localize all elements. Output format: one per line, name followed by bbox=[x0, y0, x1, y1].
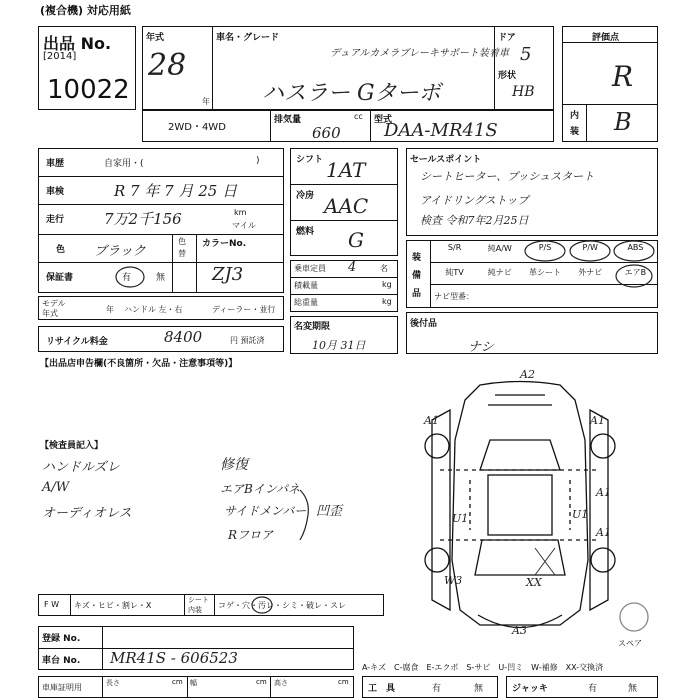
rating-value: R bbox=[612, 60, 634, 93]
drive-label: 2WD・4WD bbox=[168, 122, 226, 133]
mileage-value: 7万2千156 bbox=[104, 210, 182, 228]
color-no-label: カラーNo. bbox=[202, 239, 247, 249]
inspection-label: 車検 bbox=[46, 187, 65, 197]
inspector-title: 【検査員記入】 bbox=[40, 441, 104, 451]
displacement-label: 排気量 bbox=[274, 115, 302, 125]
sales-points-line3: 検査 令和7年2月25日 bbox=[420, 214, 529, 227]
doors-label: ドア bbox=[498, 33, 516, 43]
interior-label-1: 内 bbox=[570, 111, 580, 121]
passengers-label: 乗車定員 bbox=[294, 264, 326, 273]
fuel-label: 燃料 bbox=[296, 227, 315, 237]
equipment-item[interactable]: 純A/W bbox=[487, 244, 512, 253]
tools-yes[interactable]: 有 bbox=[432, 684, 442, 694]
rating-label: 評価点 bbox=[592, 33, 620, 43]
cert-unit-1: cm bbox=[172, 678, 183, 686]
jack-no[interactable]: 無 bbox=[628, 684, 638, 694]
form-title: (複合機) 対応用紙 bbox=[40, 4, 131, 17]
seat-label-1: シート bbox=[188, 596, 209, 604]
equipment-item[interactable]: 外ナビ bbox=[578, 268, 603, 277]
after-items-label: 後付品 bbox=[410, 319, 438, 329]
doors-value: 5 bbox=[520, 44, 532, 65]
grade-note: デュアルカメラブレーキサポート装着車 bbox=[330, 48, 509, 59]
color-label: 色 bbox=[56, 245, 66, 255]
interior-label-2: 装 bbox=[570, 127, 580, 137]
cert-label: 車庫証明用 bbox=[42, 683, 82, 692]
warranty-no[interactable]: 無 bbox=[156, 273, 166, 283]
gross-label: 総重量 bbox=[294, 298, 318, 307]
recycle-unit: 円 預託済 bbox=[230, 336, 265, 345]
chassis-value: MR41S - 606523 bbox=[110, 649, 238, 667]
color-value: ブラック bbox=[94, 244, 146, 259]
equipment-item[interactable]: P/W bbox=[582, 243, 598, 252]
dealer-notes-title: 【出品店申告欄(不良箇所・欠品・注意事項等)】 bbox=[40, 359, 238, 369]
cert-width: 幅 bbox=[190, 679, 197, 687]
history-value: 自家用・( bbox=[104, 159, 144, 169]
spare-label: スペア bbox=[618, 639, 642, 648]
cert-unit-3: cm bbox=[338, 678, 349, 686]
swap-label-2: 替 bbox=[178, 249, 186, 258]
lot-number: 10022 bbox=[47, 75, 130, 105]
history-label: 車歴 bbox=[46, 159, 65, 169]
damage-a2: A2 bbox=[520, 368, 535, 381]
inspector-right1: 修復 bbox=[220, 457, 248, 473]
mileage-label: 走行 bbox=[46, 215, 65, 225]
equipment-label-2: 備 bbox=[412, 271, 422, 281]
color-no-value: ZJ3 bbox=[212, 264, 244, 285]
shape-label: 形状 bbox=[498, 71, 517, 81]
dealer-option[interactable]: ディーラー・並行 bbox=[212, 305, 276, 314]
shift-label: シフト bbox=[296, 155, 324, 165]
damage-a1-front-left: A1 bbox=[424, 414, 439, 427]
year-label: 年式 bbox=[146, 33, 165, 43]
inspector-right2: エアBインパネ bbox=[220, 482, 300, 496]
inspector-right3b: 凹歪 bbox=[316, 504, 343, 519]
warranty-label: 保証書 bbox=[46, 273, 74, 283]
equipment-item[interactable]: エアB bbox=[624, 268, 647, 277]
passengers-unit: 名 bbox=[380, 264, 388, 273]
model-year-label-1: モデル bbox=[42, 299, 66, 308]
inspector-left1: ハンドルズレ bbox=[42, 460, 120, 475]
sales-points-label: セールスポイント bbox=[410, 155, 482, 165]
inspector-right3: サイドメンバー bbox=[224, 504, 307, 518]
interior-value: B bbox=[614, 108, 632, 136]
passengers-value: 4 bbox=[348, 260, 357, 275]
model-label: 型式 bbox=[374, 115, 393, 125]
equipment-item[interactable]: P/S bbox=[538, 243, 552, 252]
fw-items: キズ・ヒビ・割レ・X bbox=[74, 601, 152, 610]
mileage-mile: マイル bbox=[232, 221, 256, 230]
equipment-item[interactable]: S/R bbox=[447, 243, 462, 252]
chassis-label: 車台 No. bbox=[42, 656, 81, 666]
mileage-km: km bbox=[234, 208, 247, 217]
navi-model-label: ナビ型番： bbox=[434, 292, 474, 301]
reg-no-label: 登録 No. bbox=[42, 634, 81, 644]
damage-u1-right: U1 bbox=[572, 508, 589, 521]
equipment-label-3: 品 bbox=[412, 289, 422, 299]
inspector-right4: Rフロア bbox=[228, 528, 274, 542]
recycle-label: リサイクル料金 bbox=[46, 337, 108, 347]
inspector-left3: オーディオレス bbox=[42, 506, 132, 521]
after-items-value: ナシ bbox=[468, 340, 494, 355]
seat-items: コゲ・穴・汚レ・シミ・破レ・スレ bbox=[218, 601, 346, 610]
model-year-label-2: 年式 bbox=[42, 309, 58, 318]
recycle-value: 8400 bbox=[164, 328, 203, 346]
damage-w3: W3 bbox=[444, 574, 463, 587]
load-unit: kg bbox=[382, 280, 392, 289]
lot-label: 出品 No. bbox=[43, 34, 112, 53]
history-close: ) bbox=[256, 156, 260, 166]
handle-option[interactable]: ハンドル 左・右 bbox=[124, 305, 183, 314]
aircon-label: 冷房 bbox=[296, 191, 315, 201]
jack-yes[interactable]: 有 bbox=[588, 684, 598, 694]
seat-label-2: 内装 bbox=[188, 606, 202, 614]
damage-xx: XX bbox=[526, 576, 542, 589]
damage-u1-left: U1 bbox=[452, 512, 469, 525]
load-label: 積載量 bbox=[294, 281, 318, 290]
name-change-label: 名変期限 bbox=[294, 322, 331, 332]
name-change-value: 10月 31日 bbox=[312, 339, 366, 352]
damage-a1-side-right: A1 bbox=[596, 486, 611, 499]
cert-length: 長さ bbox=[106, 679, 120, 687]
model-year-year: 年 bbox=[106, 305, 114, 314]
shift-value: 1AT bbox=[326, 158, 366, 182]
equipment-item[interactable]: 純TV bbox=[445, 268, 464, 277]
jack-label: ジャッキ bbox=[512, 684, 548, 694]
equipment-label-1: 装 bbox=[412, 253, 422, 263]
aircon-value: AAC bbox=[324, 194, 369, 218]
equipment-item[interactable]: ABS bbox=[627, 243, 644, 252]
gross-unit: kg bbox=[382, 297, 392, 306]
displacement-unit: cc bbox=[354, 112, 363, 121]
tools-no[interactable]: 無 bbox=[474, 684, 484, 694]
displacement-value: 660 bbox=[312, 124, 341, 142]
tools-label: 工 具 bbox=[368, 684, 396, 694]
car-name: ハスラー Gターボ bbox=[262, 81, 441, 106]
equipment-item[interactable]: 革シート bbox=[529, 268, 561, 277]
fuel-value: G bbox=[348, 228, 364, 252]
damage-legend: A-キズ C-腐食 E-エクボ S-サビ U-凹ミ W-補修 XX-交換済 bbox=[362, 663, 604, 672]
lot-year: [2014] bbox=[43, 51, 77, 62]
year-unit: 年 bbox=[202, 97, 210, 106]
cert-height: 高さ bbox=[274, 679, 288, 687]
warranty-yes[interactable]: 有 bbox=[122, 273, 132, 283]
swap-label-1: 色 bbox=[178, 237, 186, 246]
equipment-item[interactable]: 純ナビ bbox=[487, 268, 512, 277]
model-value: DAA-MR41S bbox=[384, 120, 498, 141]
shape-value: HB bbox=[512, 84, 535, 100]
year-value: 28 bbox=[148, 48, 187, 83]
damage-a1-front-right: A1 bbox=[590, 414, 605, 427]
damage-a1-rear-right: A1 bbox=[596, 526, 611, 539]
name-label: 車名・グレード bbox=[216, 33, 280, 43]
cert-unit-2: cm bbox=[256, 678, 267, 686]
fw-label: F W bbox=[44, 600, 60, 609]
damage-a3: A3 bbox=[512, 624, 527, 637]
inspection-value: R 7 年 7 月 25 日 bbox=[114, 182, 238, 200]
inspector-left2: A/W bbox=[42, 480, 70, 495]
sales-points-line1: シートヒーター、プッシュスタート bbox=[420, 170, 595, 183]
sales-points-line2: アイドリングストップ bbox=[420, 194, 529, 207]
